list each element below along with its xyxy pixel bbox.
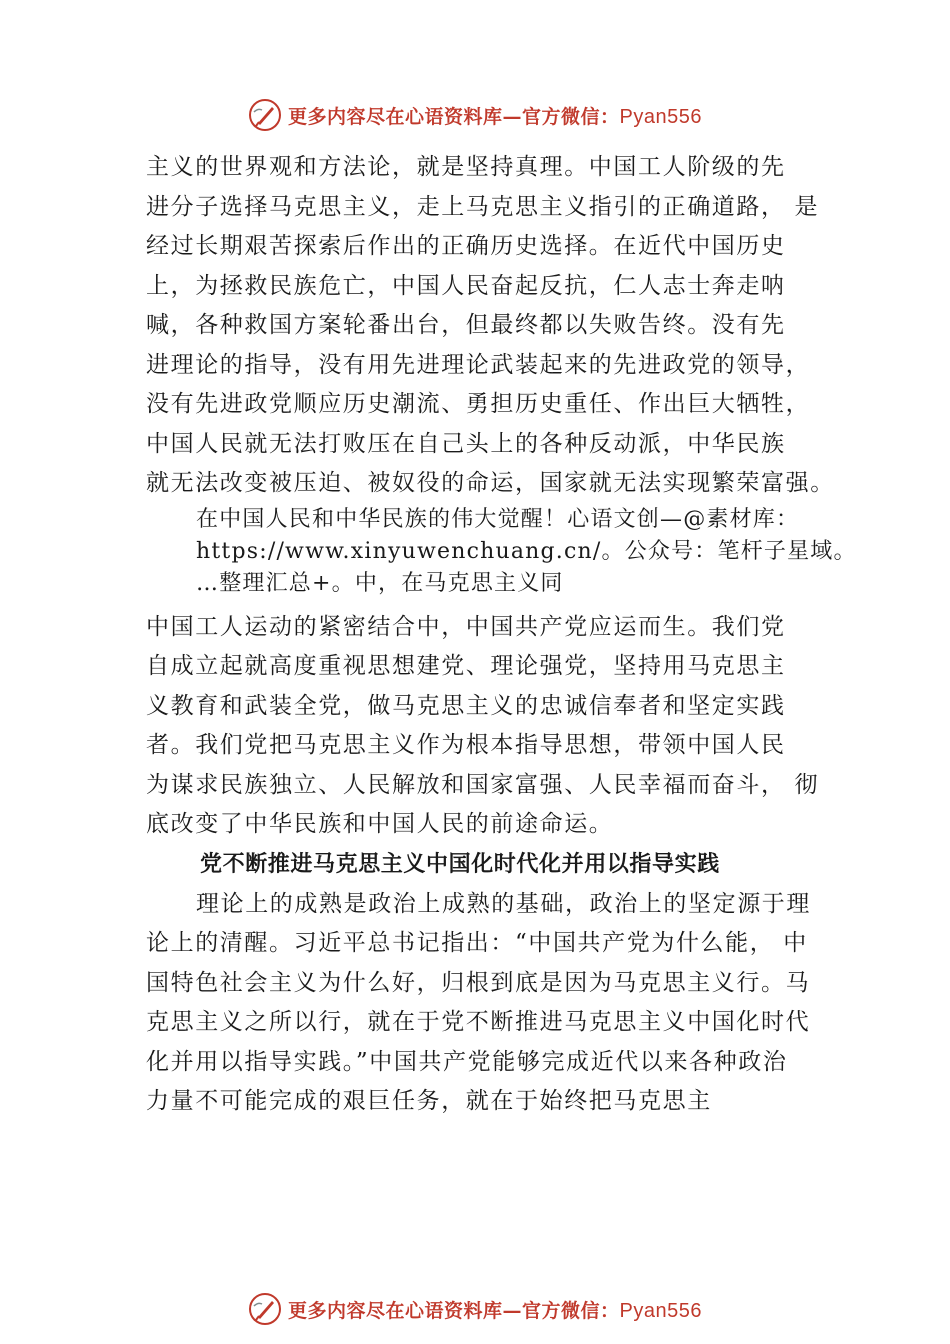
text-line: 国特色社会主义为什么好，归根到底是因为马克思主义行。马 bbox=[146, 969, 811, 996]
text-line: 理论上的成熟是政治上成熟的基础，政治上的坚定源于理 bbox=[196, 890, 811, 917]
section-heading: 党不断推进马克思主义中国化时代化并用以指导实践 bbox=[200, 851, 720, 877]
text-line: 论上的清醒。习近平总书记指出：“中国共产党为什么能， 中 bbox=[146, 930, 808, 956]
paragraph-1 bbox=[146, 148, 846, 504]
banner-text: 更多内容尽在心语资料库—官方微信：Pyan556 bbox=[288, 105, 702, 128]
paragraph-3 bbox=[146, 608, 846, 845]
text-line: 进分子选择马克思主义，走上马克思主义指引的正确道路， 是 bbox=[146, 193, 820, 220]
quill-pen-icon bbox=[248, 1292, 282, 1326]
text-line: 中国工人运动的紧密结合中，中国共产党应运而生。我们党 bbox=[146, 613, 786, 640]
quill-pen-icon bbox=[248, 98, 282, 132]
text-line: 为谋求民族独立、人民解放和国家富强、人民幸福而奋斗， 彻 bbox=[146, 771, 820, 798]
text-line: 主义的世界观和方法论，就是坚持真理。中国工人阶级的先 bbox=[146, 154, 786, 180]
text-line: 者。我们党把马克思主义作为根本指导思想，带领中国人民 bbox=[146, 732, 786, 758]
text-line: 上，为拯救民族危亡，中国人民奋起反抗，仁人志士奔走呐 bbox=[146, 272, 786, 299]
wechat-id: Pyan556 bbox=[619, 105, 702, 128]
text-line: 在中国人民和中华民族的伟大觉醒！心语文创—@素材库： bbox=[196, 506, 800, 532]
text-line: 中国人民就无法打败压在自己头上的各种反动派，中华民族 bbox=[146, 430, 786, 457]
text-line: 没有先进政党顺应历史潮流、勇担历史重任、作出巨大牺牲， bbox=[146, 391, 811, 417]
header-watermark-banner bbox=[0, 96, 950, 134]
text-line-url: https://www.xinyuwenchuang.cn/。公众号：笔杆子星域。 bbox=[196, 538, 857, 564]
text-line: 力量不可能完成的艰巨任务，就在于始终把马克思主 bbox=[146, 1088, 712, 1114]
text-line: …整理汇总+。中，在马克思主义同 bbox=[196, 570, 564, 596]
text-line: 克思主义之所以行，就在于党不断推进马克思主义中国化时代 bbox=[146, 1009, 811, 1035]
text-line: 底改变了中华民族和中国人民的前途命运。 bbox=[146, 811, 614, 837]
banner-text: 更多内容尽在心语资料库—官方微信：Pyan556 bbox=[288, 1299, 702, 1322]
text-line: 义教育和武装全党，做马克思主义的忠诚信奉者和坚定实践 bbox=[146, 692, 786, 719]
paragraph-2 bbox=[146, 504, 857, 600]
footer-watermark-banner bbox=[0, 1290, 950, 1328]
paragraph-4 bbox=[146, 885, 846, 1122]
text-line: 经过长期艰苦探索后作出的正确历史选择。在近代中国历史 bbox=[146, 233, 786, 259]
document-body bbox=[146, 148, 857, 1122]
text-line: 进理论的指导，没有用先进理论武装起来的先进政党的领导， bbox=[146, 351, 811, 378]
text-line: 喊，各种救国方案轮番出台，但最终都以失败告终。没有先 bbox=[146, 312, 786, 338]
text-line: 化并用以指导实践。”中国共产党能够完成近代以来各种政治 bbox=[146, 1048, 788, 1075]
text-line: 自成立起就高度重视思想建党、理论强党，坚持用马克思主 bbox=[146, 653, 786, 679]
wechat-id: Pyan556 bbox=[619, 1299, 702, 1322]
text-line: 就无法改变被压迫、被奴役的命运，国家就无法实现繁荣富强。 bbox=[146, 470, 835, 496]
